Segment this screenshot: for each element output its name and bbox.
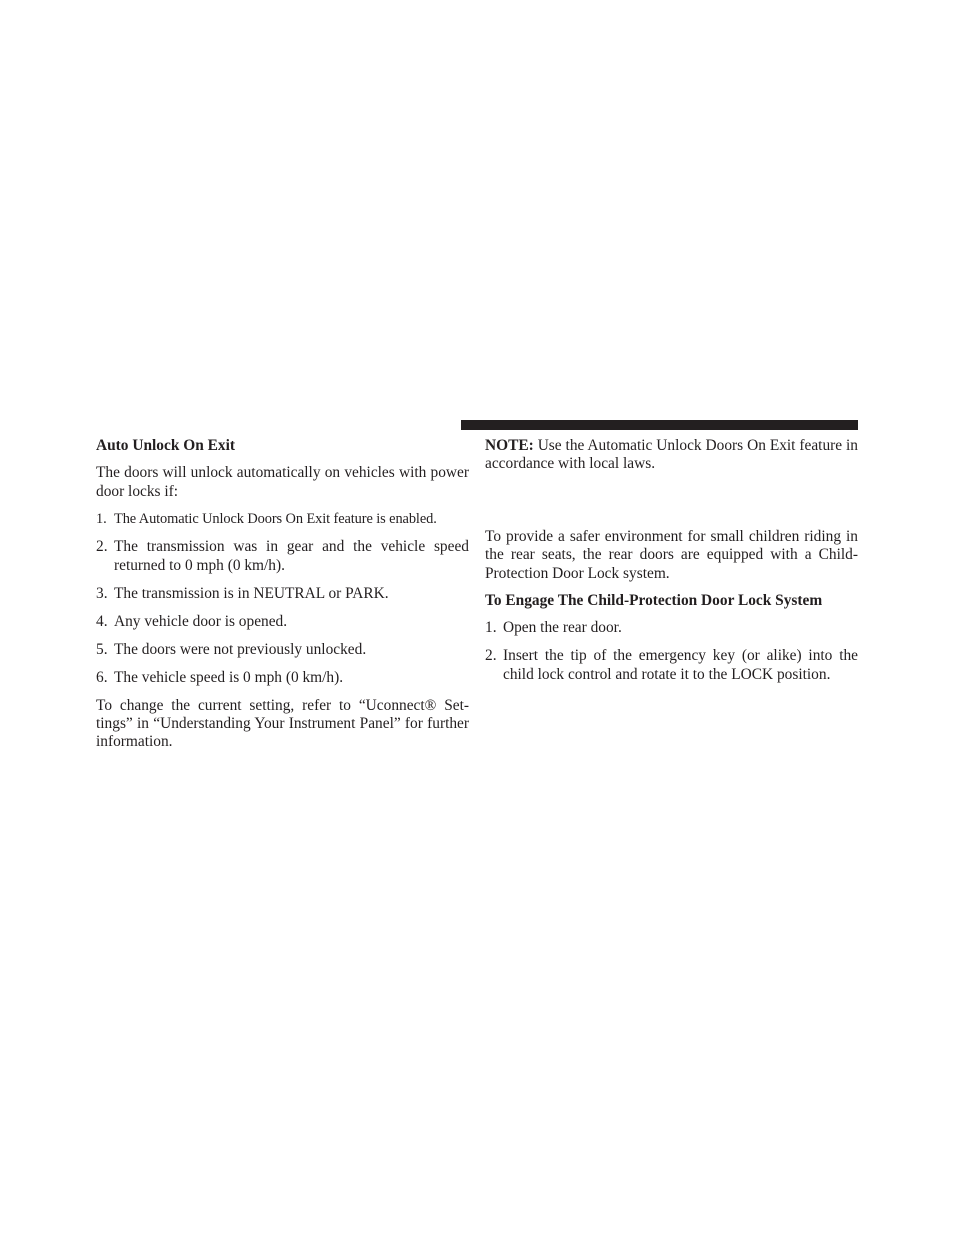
intro-paragraph: The doors will unlock automatically on vehicles with power door locks if: [96,464,469,500]
note-paragraph [485,437,858,474]
list-number: 1. [96,511,107,528]
list-number: 4. [96,612,108,630]
note-text: Use the Automatic Unlock Doors On Exit feature in accordance with local laws. [485,437,858,473]
engage-steps-list [485,619,858,684]
list-number: 5. [96,640,108,658]
list-item [96,669,469,687]
list-text: Insert the tip of the emergency key (or alike) into the child lock control and rotate it to the LOCK position. [503,647,858,683]
note-label: NOTE: [485,437,534,454]
closing-paragraph: To change the current setting, refer to “Uconnect® Set-tings” in “Understanding Your Instrument Panel” for further information. [96,696,469,751]
list-item [96,613,469,631]
list-text: The doors were not previously unlocked. [114,640,367,658]
conditions-list [96,510,469,687]
list-number: 3. [96,584,108,602]
list-number: 2. [96,538,108,556]
list-number: 2. [485,647,497,665]
right-column [485,437,858,694]
list-text: Any vehicle door is opened. [114,612,288,630]
list-text: The transmission was in gear and the vehicle speed returned to 0 mph (0 km/h). [114,538,469,574]
left-column [96,437,469,761]
list-number: 6. [96,668,108,686]
engage-heading: To Engage The Child-Protection Door Lock System [485,592,823,610]
list-text: The transmission is in NEUTRAL or PARK. [114,584,389,602]
list-number: 1. [485,619,497,637]
list-item [96,641,469,659]
spacer [485,483,858,528]
section-rule [461,420,858,430]
list-item [96,585,469,603]
list-item [96,510,469,528]
child-lock-intro: To provide a safer environment for small children riding in the rear seats, the rear doors are equipped with a Child-Protection Door Lock system. [485,527,858,582]
list-item [96,538,469,575]
section-heading-auto-unlock: Auto Unlock On Exit [96,437,235,454]
list-item [485,619,858,637]
list-text: The Automatic Unlock Doors On Exit feature is enabled. [114,511,437,528]
list-item [485,647,858,684]
list-text: The vehicle speed is 0 mph (0 km/h). [114,668,344,686]
list-text: Open the rear door. [503,619,622,637]
